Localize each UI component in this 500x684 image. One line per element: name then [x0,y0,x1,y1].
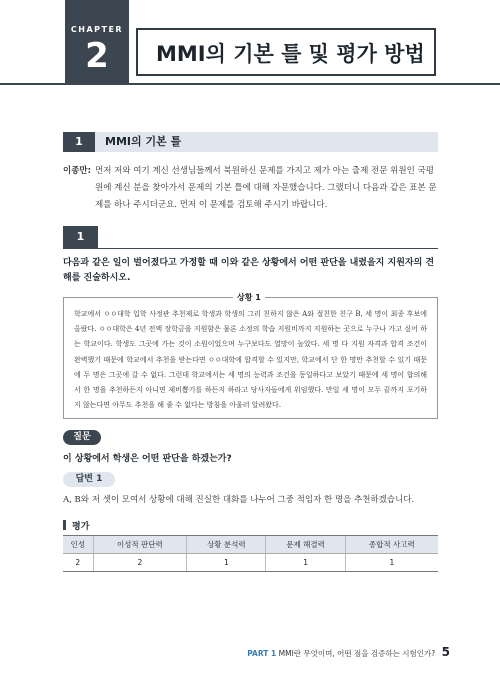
case-text: 학교에서 ㅇㅇ대학 입학 사정관 추천제로 학생과 학생의 그리 친하지 않은 A와 절친한 친구 B, 세 명이 최종 후보에 올랐다. ㅇㅇ대학은 4년 전액 장학금을 지원함은 물론 소정의 학습 지원비까지 지원하는 곳으로 누구나 가고 싶어 하는 학교이다. 학생도 그곳에 가는 것이 소원이었으며 누구보다도 열망이 높았다. 세 명 다 지원 자격과 합격 조건이 완벽했기 때문에 학교에서 추천을 받는다면 ㅇㅇ대학에 합격할 수 있지만, 학교에서 단 한 명만 추천할 수 있기 때문에 두 명은 그곳에 갈 수 없다. 그런데 학교에서는 세 명의 능력과 조건을 동일하다고 보았기 때문에 세 명이 합의해서 한 명을 추천하든지 아니면 제비뽑기를 하든지 하라고 당사자들에게 위임했다. 만일 세 명이 모두 끝까지 포기하지 않는다면 아무도 추천을 해 줄 수 없다는 방침을 아울러 알려왔다. [74,310,427,410]
answer-tag: 답변 1 [63,472,115,487]
followup-tag: 질문 [63,430,101,445]
case-label: 상황 1 [233,292,265,303]
speaker-name: 이종만: [63,166,92,176]
question-rule [63,248,438,249]
question-number-badge: 1 [63,226,98,248]
evaluation-marker [63,520,66,530]
speech-text: 먼저 저와 여기 계신 선생님들께서 북원하신 문제를 가지고 제가 아는 출제 전문 위원인 국평원에 계신 분을 찾아가서 문제의 기본 틀에 대해 자문했습니다. 그랬더니 다음과 같은 표본 문제를 하나 주시더군요. 먼저 이 문제를 검토해 주시기 바랍니다. [95,166,437,210]
evaluation-score: 1 [187,554,266,572]
case-box [63,293,438,419]
chapter-number: 2 [85,36,109,76]
header-rule [0,83,500,85]
evaluation-table [63,535,438,572]
section-title: MMI의 기본 틀 [105,135,182,148]
evaluation-label: 평가 [72,522,90,532]
answer-text: A, B와 저 셋이 모여서 상황에 대해 진실한 대화를 나누어 그중 적임자 한 명을 추천하겠습니다. [63,495,415,505]
chapter-title-box [136,28,436,76]
evaluation-header: 상황 분석력 [187,536,266,554]
chapter-title: MMI의 기본 틀 및 평가 방법 [156,42,425,66]
section-number: 1 [63,132,95,152]
footer-text: MMI란 무엇이며, 어떤 점을 검증하는 시험인가? [278,649,436,658]
evaluation-score: 2 [63,554,93,572]
footer-part: PART 1 [247,649,277,658]
page-number: 5 [441,645,450,659]
page-footer [247,645,450,659]
evaluation-score: 2 [93,554,187,572]
evaluation-header: 문제 해결력 [266,536,345,554]
evaluation-header: 이성적 판단력 [93,536,187,554]
evaluation-score: 1 [345,554,438,572]
evaluation-header-row [63,536,438,554]
followup-question: 이 상황에서 학생은 어떤 판단을 하겠는가? [63,454,232,464]
chapter-label: CHAPTER [70,25,124,34]
chapter-badge [65,0,129,84]
evaluation-score: 1 [266,554,345,572]
question-text: 다음과 같은 일이 벌어졌다고 가정할 때 이와 같은 상황에서 어떤 판단을 내렸을지 지원자의 견해를 진술하시오. [63,258,435,283]
evaluation-header: 종합적 사고력 [345,536,438,554]
section-heading [63,132,438,152]
speech-paragraph [63,163,438,214]
evaluation-score-row [63,554,438,572]
evaluation-header: 인성 [63,536,93,554]
